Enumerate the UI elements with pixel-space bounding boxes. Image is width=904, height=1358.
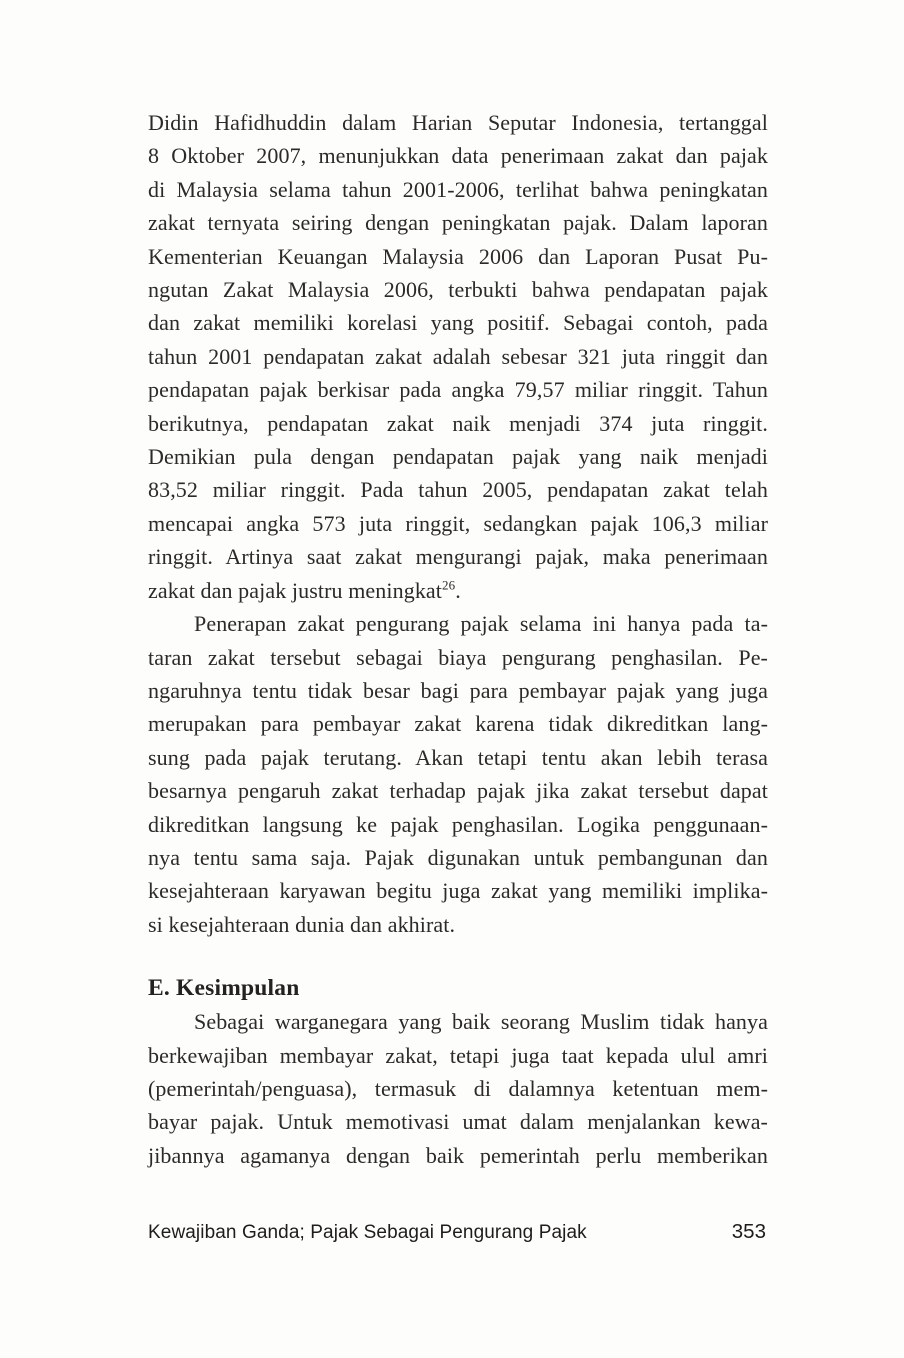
paragraph	[148, 1005, 768, 1172]
text-line: tahun 2001 pendapatan zakat adalah sebesar 321 juta ringgit dan	[148, 343, 768, 369]
text-block	[148, 106, 768, 1172]
running-footer	[148, 1220, 766, 1244]
text-line: dikreditkan langsung ke pajak penghasilan. Logika penggunaan-	[148, 811, 768, 837]
text-line: si kesejahteraan dunia dan akhirat.	[148, 911, 456, 937]
page-number: 353	[731, 1220, 766, 1243]
text-line: Penerapan zakat pengurang pajak selama ini hanya pada ta-	[194, 611, 768, 637]
paragraph	[148, 106, 768, 607]
paragraph	[148, 607, 768, 941]
text-line: 83,52 miliar ringgit. Pada tahun 2005, pendapatan zakat telah	[148, 477, 768, 503]
text-line: dan zakat memiliki korelasi yang positif. Sebagai contoh, pada	[148, 310, 768, 336]
text-line: merupakan para pembayar zakat karena tidak dikreditkan lang-	[148, 711, 768, 737]
text-line: di Malaysia selama tahun 2001-2006, terlihat bahwa peningkatan	[148, 176, 768, 202]
text-line: sung pada pajak terutang. Akan tetapi tentu akan lebih terasa	[148, 744, 768, 770]
text-line: Sebagai warganegara yang baik seorang Muslim tidak hanya	[194, 1009, 768, 1035]
text-line: bayar pajak. Untuk memotivasi umat dalam menjalankan kewa-	[148, 1109, 768, 1135]
text-line: taran zakat tersebut sebagai biaya pengurang penghasilan. Pe-	[148, 644, 768, 670]
text-line: ngaruhnya tentu tidak besar bagi para pembayar pajak yang juga	[148, 677, 768, 703]
text-line: Demikian pula dengan pendapatan pajak yang naik menjadi	[148, 444, 768, 470]
footnote-reference: 26	[442, 577, 456, 593]
text-line: mencapai angka 573 juta ringgit, sedangkan pajak 106,3 miliar	[148, 510, 768, 536]
running-footer-title: Kewajiban Ganda; Pajak Sebagai Pengurang Pajak	[148, 1222, 587, 1243]
text-line: 8 Oktober 2007, menunjukkan data penerimaan zakat dan pajak	[148, 143, 768, 169]
text-line: zakat dan pajak justru meningkat$^{26}$.	[148, 577, 461, 603]
text-line: berikutnya, pendapatan zakat naik menjadi 374 juta ringgit.	[148, 410, 768, 436]
text-line: jibannya agamanya dengan baik pemerintah perlu memberikan	[148, 1142, 768, 1168]
text-line: berkewajiban membayar zakat, tetapi juga taat kepada ulul amri	[148, 1042, 768, 1068]
text-line: Kementerian Keuangan Malaysia 2006 dan Laporan Pusat Pu-	[148, 243, 768, 269]
text-line: zakat ternyata seiring dengan peningkatan pajak. Dalam laporan	[148, 210, 768, 236]
text-line: besarnya pengaruh zakat terhadap pajak jika zakat tersebut dapat	[148, 778, 768, 804]
text-line: pendapatan pajak berkisar pada angka 79,57 miliar ringgit. Tahun	[148, 377, 768, 403]
text-line: nya tentu sama saja. Pajak digunakan untuk pembangunan dan	[148, 844, 768, 870]
text-line: ringgit. Artinya saat zakat mengurangi pajak, maka penerimaan	[148, 544, 768, 570]
text-line: Didin Hafidhuddin dalam Harian Seputar Indonesia, tertanggal	[148, 110, 768, 135]
text-line: (pemerintah/penguasa), termasuk di dalamnya ketentuan mem-	[148, 1075, 768, 1101]
text-line: ngutan Zakat Malaysia 2006, terbukti bahwa pendapatan pajak	[148, 277, 768, 303]
text-line: kesejahteraan karyawan begitu juga zakat yang memiliki implika-	[148, 878, 768, 904]
section-heading: E. Kesimpulan	[148, 975, 300, 1002]
